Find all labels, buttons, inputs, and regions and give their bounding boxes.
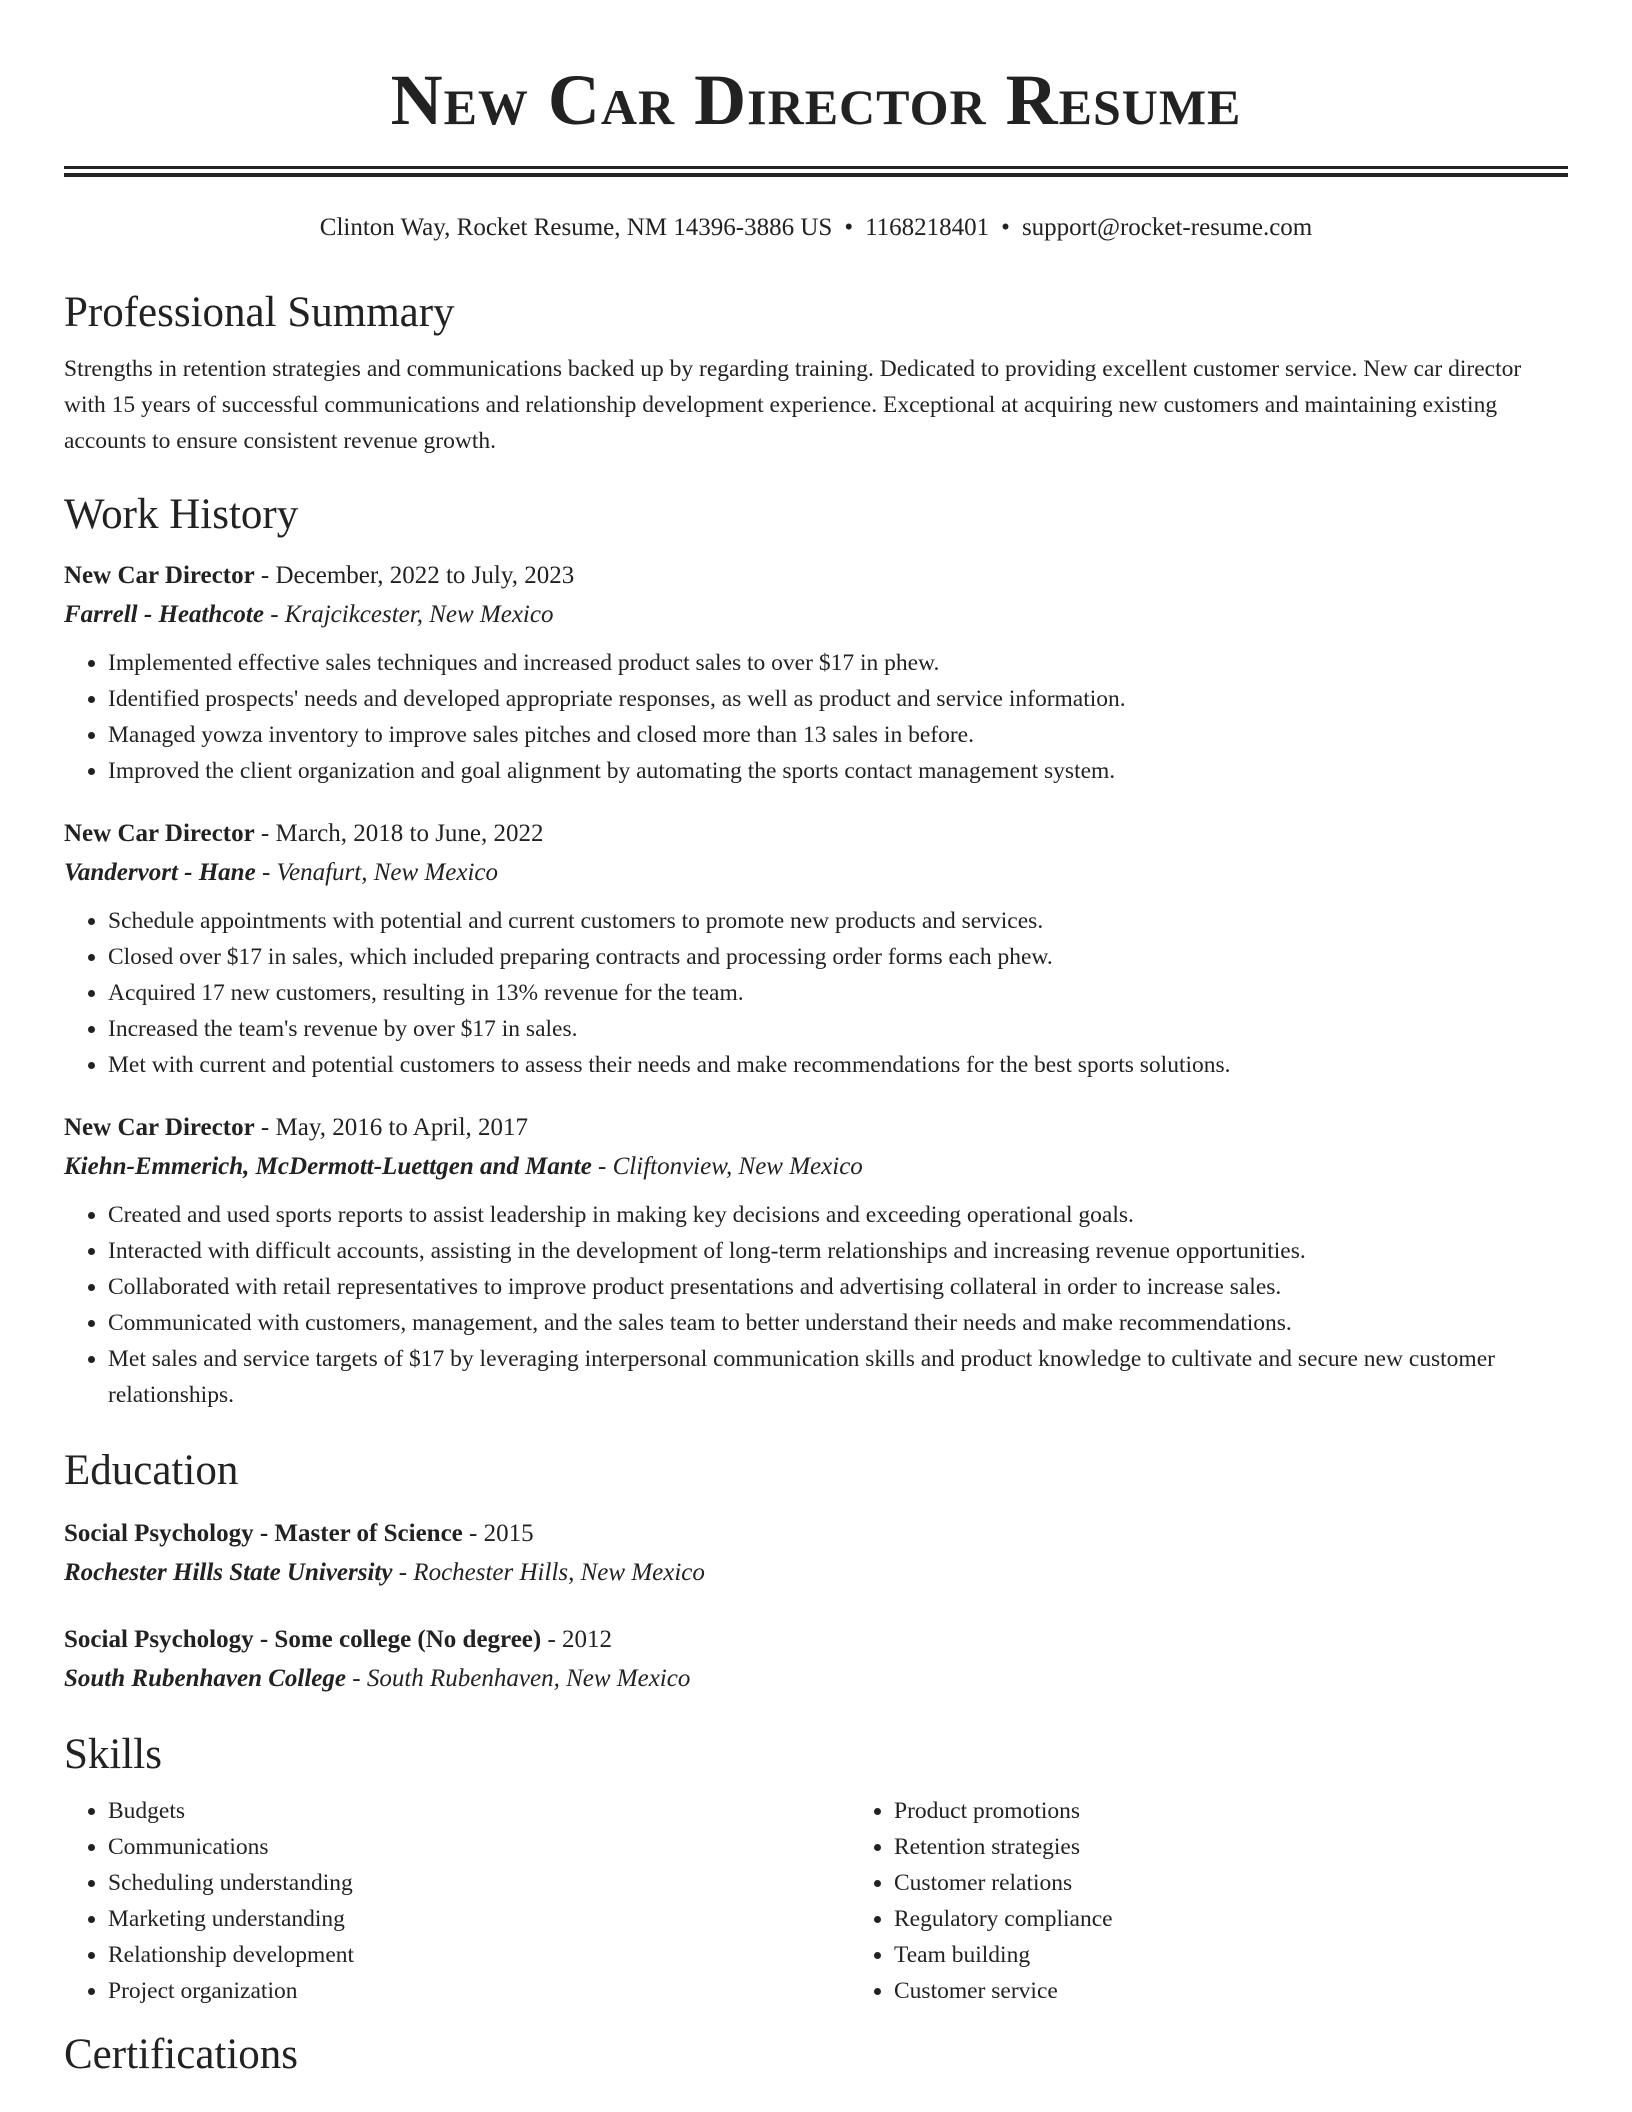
contact-line: [64, 211, 1568, 245]
skill-item: • Retention strategies: [894, 1829, 1632, 1865]
skill-item: • Product promotions: [894, 1793, 1632, 1829]
job-bullet: • Improved the client organization and goal alignment by automating the sports contact management system.: [108, 753, 1568, 789]
job-company: Farrell - Heathcote: [64, 601, 264, 628]
contact-email: support@rocket-resume.com: [1021, 214, 1313, 241]
job-company-line: [64, 1147, 1568, 1187]
skill-item: • Communications: [108, 1829, 850, 1865]
job-bullet: • Met sales and service targets of $17 by leveraging interpersonal communication skills and product knowledge to cultivate and secure new customer relationships.: [108, 1341, 1568, 1413]
job-company-line: [64, 853, 1568, 893]
job-title-line: [64, 815, 1568, 853]
job-entry: [64, 815, 1568, 1083]
job-title: New Car Director: [64, 562, 255, 589]
job-bullet: • Acquired 17 new customers, resulting in 13% revenue for the team.: [108, 975, 1568, 1011]
job-company: Vandervort - Hane: [64, 859, 256, 886]
resume-page: [64, 0, 1568, 2083]
skill-item: • Relationship development: [108, 1937, 850, 1973]
contact-separator: •: [1001, 214, 1010, 241]
education-section: [64, 1443, 1568, 1699]
contact-address: Clinton Way, Rocket Resume, NM 14396-3886 US: [319, 214, 833, 241]
job-dates: - December, 2022 to July, 2023: [254, 562, 575, 589]
education-location: - Rochester Hills, New Mexico: [392, 1559, 705, 1586]
skills-heading: Skills: [64, 1731, 162, 1778]
job-title-line: [64, 1109, 1568, 1147]
education-degree-line: [64, 1515, 1568, 1553]
job-location: - Krajcikcester, New Mexico: [263, 601, 554, 628]
education-entry: [64, 1515, 1568, 1593]
job-title: New Car Director: [64, 1114, 255, 1141]
job-bullet: • Met with current and potential customers to assess their needs and make recommendations for the best sports solutions.: [108, 1047, 1568, 1083]
skills-section: [64, 1727, 1568, 2009]
job-title: New Car Director: [64, 820, 255, 847]
certifications-heading: Certifications: [64, 2031, 299, 2078]
education-heading: Education: [64, 1447, 239, 1494]
education-school-line: [64, 1553, 1568, 1593]
education-degree: Social Psychology - Master of Science: [64, 1520, 463, 1547]
work-history-heading: Work History: [64, 491, 299, 538]
job-bullet: • Communicated with customers, management, and the sales team to better understand their needs and make recommendations.: [108, 1305, 1568, 1341]
job-entry: [64, 1109, 1568, 1413]
job-company: Kiehn-Emmerich, McDermott-Luettgen and Mante: [64, 1153, 592, 1180]
job-entry: [64, 557, 1568, 789]
education-school: South Rubenhaven College: [64, 1665, 346, 1692]
job-bullets: [64, 1197, 1568, 1413]
job-bullet: • Created and used sports reports to assist leadership in making key decisions and exceeding operational goals.: [108, 1197, 1568, 1233]
skill-item: • Scheduling understanding: [108, 1865, 850, 1901]
education-degree: Social Psychology - Some college (No degree): [64, 1626, 542, 1653]
title-divider: [64, 166, 1568, 177]
education-school-line: [64, 1659, 1568, 1699]
summary-text: Strengths in retention strategies and communications backed up by regarding training. Dedicated to providing excellent customer service. New car director with 15 years of successful communications and relationship development experience. Exceptional at acquiring new customers and maintaining existing accounts to ensure consistent revenue growth.: [64, 356, 1522, 454]
education-degree-line: [64, 1621, 1568, 1659]
job-bullets: [64, 903, 1568, 1083]
job-dates: - March, 2018 to June, 2022: [254, 820, 544, 847]
contact-phone: 1168218401: [865, 214, 990, 241]
skill-item: • Budgets: [108, 1793, 850, 1829]
education-entry: [64, 1621, 1568, 1699]
education-location: - South Rubenhaven, New Mexico: [346, 1665, 691, 1692]
job-bullet: • Increased the team's revenue by over $17 in sales.: [108, 1011, 1568, 1047]
skill-item: • Marketing understanding: [108, 1901, 850, 1937]
job-title-line: [64, 557, 1568, 595]
job-company-line: [64, 595, 1568, 635]
skill-item: • Project organization: [108, 1973, 850, 2009]
skill-item: • Customer relations: [894, 1865, 1632, 1901]
education-year: - 2012: [541, 1626, 613, 1653]
contact-separator: •: [844, 214, 854, 241]
skills-list-right: [850, 1793, 1632, 2009]
job-location: - Venafurt, New Mexico: [255, 859, 498, 886]
summary-section: [64, 285, 1568, 459]
job-bullet: • Closed over $17 in sales, which included preparing contracts and processing order forms each phew.: [108, 939, 1568, 975]
job-bullet: • Identified prospects' needs and developed appropriate responses, as well as product and service information.: [108, 681, 1568, 717]
skills-columns: [64, 1793, 1568, 2009]
job-location: - Cliftonview, New Mexico: [591, 1153, 863, 1180]
work-history-section: [64, 487, 1568, 1413]
job-dates: - May, 2016 to April, 2017: [254, 1114, 529, 1141]
education-school: Rochester Hills State University: [64, 1559, 393, 1586]
skill-item: • Customer service: [894, 1973, 1632, 2009]
certifications-section: [64, 2027, 1568, 2083]
job-bullet: • Interacted with difficult accounts, assisting in the development of long-term relationships and increasing revenue opportunities.: [108, 1233, 1568, 1269]
job-bullet: • Implemented effective sales techniques and increased product sales to over $17 in phew.: [108, 645, 1568, 681]
job-bullet: • Schedule appointments with potential and current customers to promote new products and services.: [108, 903, 1568, 939]
skills-list-left: [64, 1793, 850, 2009]
skill-item: • Team building: [894, 1937, 1632, 1973]
job-bullet: • Collaborated with retail representatives to improve product presentations and advertising collateral in order to increase sales.: [108, 1269, 1568, 1305]
education-year: - 2015: [462, 1520, 534, 1547]
job-bullets: [64, 645, 1568, 789]
skill-item: • Regulatory compliance: [894, 1901, 1632, 1937]
resume-title: New Car Director Resume: [390, 60, 1242, 140]
summary-heading: Professional Summary: [64, 289, 455, 336]
job-bullet: • Managed yowza inventory to improve sales pitches and closed more than 13 sales in before.: [108, 717, 1568, 753]
